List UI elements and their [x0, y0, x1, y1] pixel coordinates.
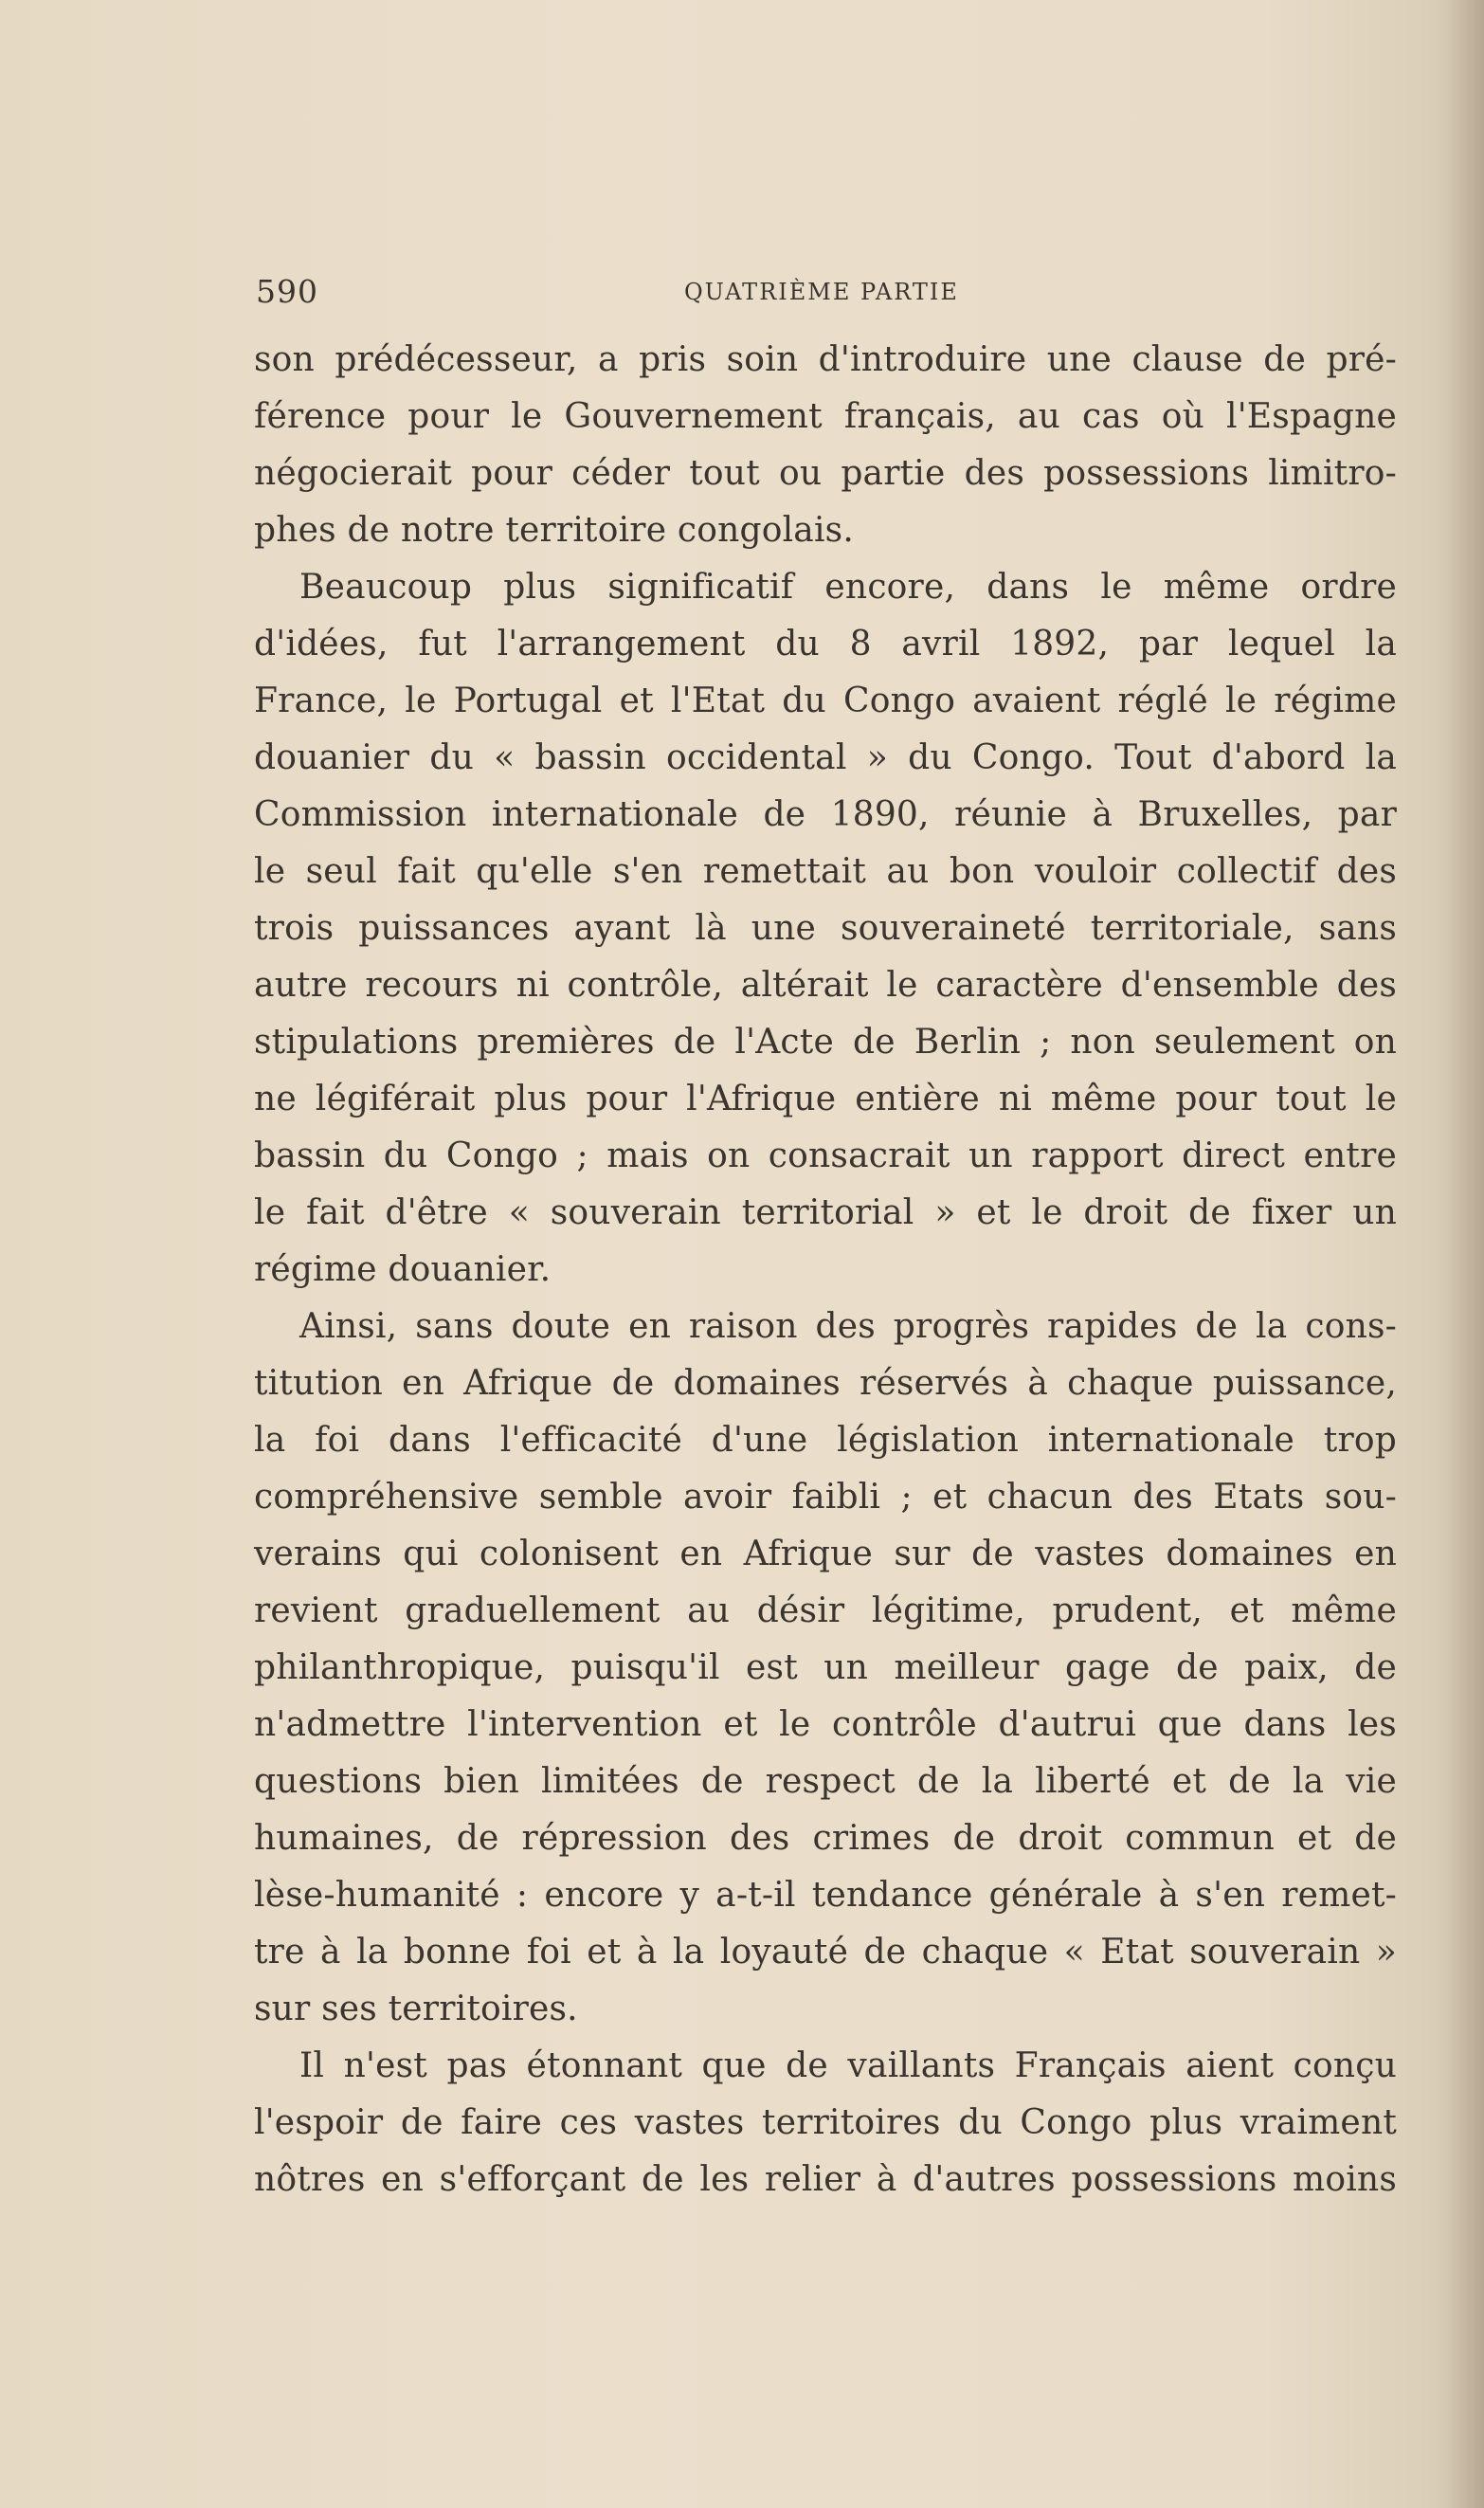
- text-line: humaines, de répression des crimes de droit commun et de: [254, 1819, 1397, 1858]
- text-line: revient graduellement au désir légitime, prudent, et même: [254, 1591, 1397, 1630]
- text-line: sur ses territoires.: [254, 1990, 578, 2028]
- text-line: France, le Portugal et l'Etat du Congo avaient réglé le régime: [254, 682, 1397, 720]
- text-line: stipulations premières de l'Acte de Berlin ; non seulement on: [254, 1023, 1397, 1062]
- running-head: QUATRIÈME PARTIE: [684, 279, 959, 305]
- text-line: douanier du « bassin occidental » du Congo. Tout d'abord la: [254, 738, 1397, 777]
- page-header: [256, 273, 1393, 311]
- text-line: bassin du Congo ; mais on consacrait un rapport direct entre: [254, 1136, 1397, 1175]
- text-line: l'espoir de faire ces vastes territoires du Congo plus vraiment: [254, 2103, 1397, 2142]
- text-line: d'idées, fut l'arrangement du 8 avril 1892, par lequel la: [254, 625, 1397, 663]
- body-text: [254, 332, 1397, 2208]
- text-line: verains qui colonisent en Afrique sur de vastes domaines en: [254, 1535, 1397, 1573]
- text-line: ne légiférait plus pour l'Afrique entière ni même pour tout le: [254, 1080, 1397, 1118]
- text-line: lèse-humanité : encore y a-t-il tendance générale à s'en remet-: [254, 1876, 1397, 1915]
- text-line: tre à la bonne foi et à la loyauté de chaque « Etat souverain »: [254, 1933, 1397, 1972]
- text-line: négocierait pour céder tout ou partie des possessions limitro-: [254, 454, 1397, 493]
- text-line: compréhensive semble avoir faibli ; et chacun des Etats sou-: [254, 1478, 1397, 1517]
- text-line: Beaucoup plus significatif encore, dans le même ordre: [299, 568, 1397, 607]
- text-line: phes de notre territoire congolais.: [254, 511, 854, 550]
- text-line: titution en Afrique de domaines réservés à chaque puissance,: [254, 1364, 1397, 1403]
- text-line: la foi dans l'efficacité d'une législation internationale trop: [254, 1421, 1397, 1460]
- text-line: régime douanier.: [254, 1250, 552, 1289]
- text-line: férence pour le Gouvernement français, au cas où l'Espagne: [254, 397, 1397, 436]
- text-line: le seul fait qu'elle s'en remettait au bon vouloir collectif des: [254, 852, 1397, 891]
- text-line: n'admettre l'intervention et le contrôle d'autrui que dans les: [254, 1705, 1397, 1744]
- text-line: Commission internationale de 1890, réunie à Bruxelles, par: [254, 795, 1397, 834]
- text-line: son prédécesseur, a pris soin d'introduire une clause de pré-: [254, 340, 1397, 379]
- text-line: Ainsi, sans doute en raison des progrès rapides de la cons-: [299, 1307, 1397, 1346]
- text-line: nôtres en s'efforçant de les relier à d'autres possessions moins: [254, 2160, 1397, 2199]
- page-edge-shadow: [1446, 0, 1484, 2508]
- text-line: questions bien limitées de respect de la liberté et de la vie: [254, 1762, 1397, 1801]
- text-line: le fait d'être « souverain territorial » et le droit de fixer un: [254, 1193, 1397, 1232]
- text-line: trois puissances ayant là une souveraineté territoriale, sans: [254, 909, 1397, 948]
- text-line: philanthropique, puisqu'il est un meilleur gage de paix, de: [254, 1648, 1397, 1687]
- page-number: 590: [256, 273, 318, 310]
- text-line: autre recours ni contrôle, altérait le caractère d'ensemble des: [254, 966, 1397, 1005]
- text-line: Il n'est pas étonnant que de vaillants Français aient conçu: [299, 2046, 1397, 2085]
